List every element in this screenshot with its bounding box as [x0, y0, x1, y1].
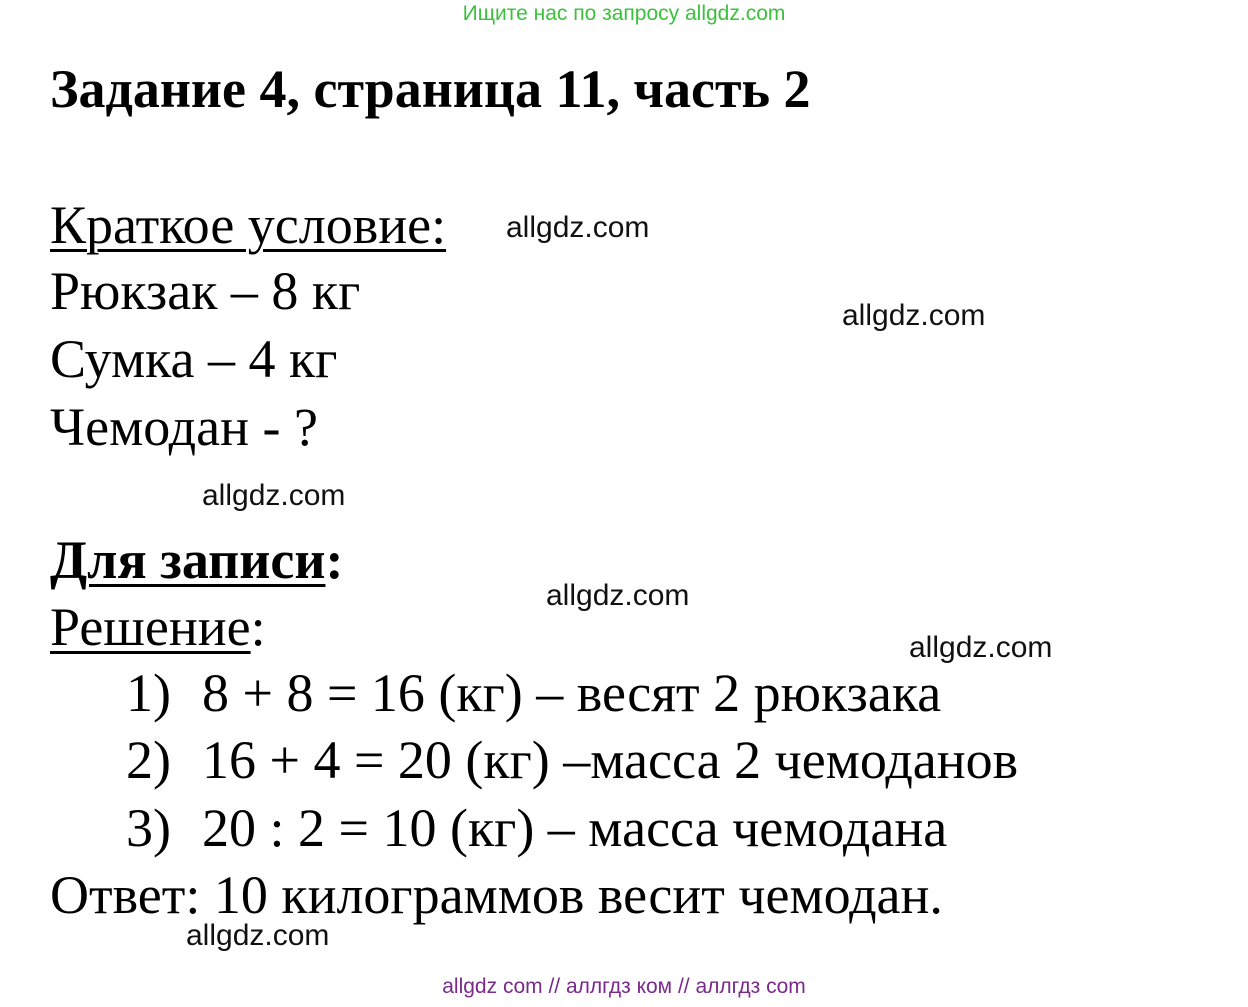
footer-links[interactable]: allgdz com // аллгдз ком // аллгдз com [442, 975, 806, 998]
step-text: 8 + 8 = 16 (кг) – весят 2 рюкзака [202, 663, 942, 723]
watermark: allgdz.com [202, 479, 346, 512]
solution-label-text: Решение [50, 597, 251, 657]
step-number: 3) [126, 798, 171, 858]
watermark: allgdz.com [842, 299, 986, 332]
step-number: 2) [126, 730, 171, 790]
solution-step-3 [126, 795, 947, 861]
condition-line-bag: Сумка – 4 кг [50, 329, 338, 389]
step-text: 16 + 4 = 20 (кг) –масса 2 чемоданов [202, 730, 1019, 790]
solution-label [50, 594, 266, 660]
watermark: allgdz.com [186, 919, 330, 952]
condition-heading [50, 192, 446, 258]
answer-line: Ответ: 10 килограммов весит чемодан. [50, 865, 943, 925]
step-number: 1) [126, 663, 171, 723]
solution-step-1 [126, 660, 941, 726]
page-title: Задание 4, страница 11, часть 2 [50, 59, 811, 119]
record-heading-text: Для записи [50, 530, 326, 590]
condition-line-suitcase: Чемодан - ? [50, 397, 318, 457]
condition-heading-text: Краткое условие: [50, 195, 447, 255]
record-heading-colon: : [325, 530, 344, 590]
watermark: allgdz.com [909, 631, 1053, 664]
record-heading [50, 527, 343, 593]
top-banner[interactable]: Ищите нас по запросу allgdz.com [462, 2, 786, 25]
solution-step-2 [126, 727, 1018, 793]
step-text: 20 : 2 = 10 (кг) – масса чемодана [202, 798, 948, 858]
solution-label-colon: : [250, 597, 266, 657]
watermark: allgdz.com [546, 579, 690, 612]
watermark: allgdz.com [506, 211, 650, 244]
condition-line-backpack: Рюкзак – 8 кг [50, 261, 361, 321]
